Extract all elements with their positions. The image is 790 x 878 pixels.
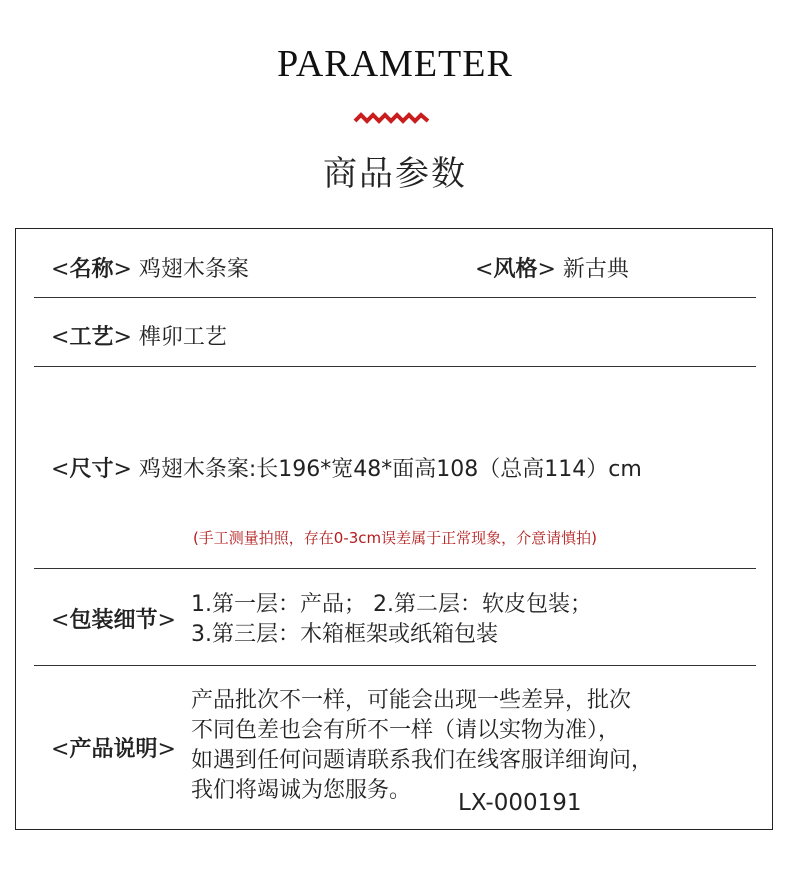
description-line: 产品批次不一样，可能会出现一些差异，批次 — [191, 688, 632, 713]
name-label: 名称 — [69, 256, 114, 282]
description-line: 我们将竭诚为您服务。 — [191, 778, 412, 803]
name-value: 鸡翅木条案 — [138, 257, 249, 282]
row-divider — [34, 568, 756, 569]
product-code: LX-000191 — [458, 790, 582, 816]
packaging-label: 包装细节 — [69, 607, 158, 633]
size-label: 尺寸 — [69, 456, 114, 482]
size-value: 鸡翅木条案:长196*宽48*面高108（总高114）cm — [138, 457, 642, 482]
page-title: PARAMETER — [277, 43, 513, 85]
description-field: <产品说明> — [51, 736, 176, 762]
packaging-line: 1.第一层：产品； 2.第二层：软皮包装； — [191, 592, 592, 617]
craft-label: 工艺 — [69, 324, 114, 350]
packaging-line: 3.第三层：木箱框架或纸箱包装 — [191, 622, 498, 647]
description-text — [191, 686, 653, 806]
description-label: 产品说明 — [69, 736, 158, 762]
description-line: 不同色差也会有所不一样（请以实物为准）， — [191, 718, 621, 743]
size-field: <尺寸> 鸡翅木条案:长196*宽48*面高108（总高114）cm — [51, 456, 642, 482]
style-field: <风格> 新古典 — [475, 256, 629, 282]
zigzag-divider-icon — [353, 111, 430, 125]
name-field: <名称> 鸡翅木条案 — [51, 256, 249, 282]
packaging-field: <包装细节> — [51, 607, 176, 633]
packaging-details — [191, 590, 592, 650]
description-line: 如遇到任何问题请联系我们在线客服详细询问， — [191, 748, 654, 773]
section-subtitle: 商品参数 — [323, 154, 467, 194]
row-divider — [34, 297, 756, 298]
row-divider — [34, 665, 756, 666]
style-value: 新古典 — [562, 257, 629, 282]
craft-value: 榫卯工艺 — [138, 325, 227, 350]
measurement-note: (手工测量拍照，存在0-3cm误差属于正常现象，介意请慎拍) — [192, 529, 598, 547]
row-divider — [34, 366, 756, 367]
craft-field: <工艺> 榫卯工艺 — [51, 324, 227, 350]
style-label: 风格 — [493, 256, 538, 282]
